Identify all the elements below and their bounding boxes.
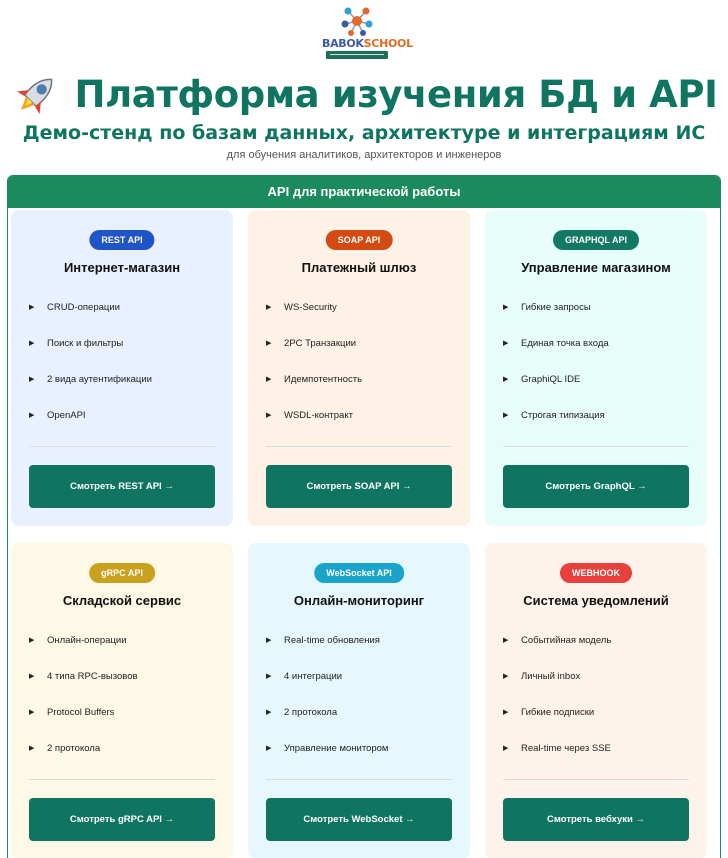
feature-text: OpenAPI	[47, 410, 86, 421]
feature-item	[29, 326, 219, 362]
view-api-button[interactable]: Смотреть gRPC API →	[29, 798, 215, 841]
feature-item	[503, 326, 693, 362]
triangle-bullet-icon: ▶	[266, 637, 272, 644]
logo-wordmark	[322, 37, 413, 50]
triangle-bullet-icon: ▶	[266, 745, 272, 752]
triangle-bullet-icon: ▶	[503, 709, 509, 716]
triangle-bullet-icon: ▶	[29, 637, 35, 644]
feature-item	[266, 290, 456, 326]
molecule-icon	[340, 6, 374, 36]
card-divider	[29, 446, 215, 447]
triangle-bullet-icon: ▶	[503, 412, 509, 419]
page-tagline: для обучения аналитиков, архитекторов и инженеров	[226, 149, 502, 161]
feature-text: Protocol Buffers	[47, 707, 115, 718]
api-card	[11, 543, 233, 858]
feature-list	[29, 290, 219, 434]
rocket-icon	[11, 70, 61, 120]
feature-text: Единая точка входа	[521, 338, 609, 349]
feature-text: Гибкие подписки	[521, 707, 595, 718]
triangle-bullet-icon: ▶	[503, 304, 509, 311]
feature-text: Real-time через SSE	[521, 743, 611, 754]
triangle-bullet-icon: ▶	[503, 637, 509, 644]
api-card-title: Управление магазином	[521, 260, 671, 275]
api-card-title: Платежный шлюз	[301, 260, 417, 275]
triangle-bullet-icon: ▶	[29, 340, 35, 347]
triangle-bullet-icon: ▶	[29, 745, 35, 752]
feature-item	[503, 695, 693, 731]
feature-item	[29, 731, 219, 767]
feature-text: CRUD-операции	[47, 302, 120, 313]
triangle-bullet-icon: ▶	[29, 412, 35, 419]
feature-text: Идемпотентность	[284, 374, 363, 385]
hero	[0, 68, 728, 125]
view-api-button[interactable]: Смотреть SOAP API →	[266, 465, 452, 508]
triangle-bullet-icon: ▶	[266, 304, 272, 311]
triangle-bullet-icon: ▶	[29, 673, 35, 680]
feature-text: 4 интеграции	[284, 671, 343, 682]
api-card	[248, 543, 470, 858]
logo-text-school: SCHOOL	[363, 37, 413, 50]
api-card	[485, 543, 707, 858]
feature-item	[29, 362, 219, 398]
view-api-button[interactable]: Смотреть вебхуки →	[503, 798, 689, 841]
page-subtitle: Демо-стенд по базам данных, архитектуре и интеграциям ИС	[22, 122, 706, 144]
feature-text: 2 вида аутентификации	[47, 374, 152, 385]
view-api-button[interactable]: Смотреть REST API →	[29, 465, 215, 508]
feature-text: GraphiQL IDE	[521, 374, 581, 385]
api-card-title: Онлайн-мониторинг	[293, 593, 425, 608]
feature-text: Гибкие запросы	[521, 302, 591, 313]
feature-item	[266, 326, 456, 362]
api-card-title: Система уведомлений	[523, 593, 669, 608]
feature-item	[503, 659, 693, 695]
feature-item	[266, 623, 456, 659]
feature-text: 2PC Транзакции	[284, 338, 357, 349]
api-type-badge: WebSocket API	[314, 563, 404, 583]
triangle-bullet-icon: ▶	[29, 709, 35, 716]
feature-item	[266, 695, 456, 731]
logo-text-babok: BABOK	[322, 37, 364, 50]
triangle-bullet-icon: ▶	[503, 745, 509, 752]
logo-banner	[326, 51, 388, 59]
feature-item	[503, 362, 693, 398]
feature-list	[29, 623, 219, 767]
api-type-badge: SOAP API	[326, 230, 393, 250]
card-divider	[503, 779, 689, 780]
feature-list	[266, 623, 456, 767]
card-divider	[266, 446, 452, 447]
feature-list	[503, 623, 693, 767]
view-api-button[interactable]: Смотреть GraphQL →	[503, 465, 689, 508]
triangle-bullet-icon: ▶	[503, 340, 509, 347]
feature-item	[29, 290, 219, 326]
triangle-bullet-icon: ▶	[503, 376, 509, 383]
feature-item	[266, 659, 456, 695]
feature-text: Управление монитором	[284, 743, 389, 754]
api-card-title: Интернет-магазин	[63, 260, 181, 275]
api-card	[248, 210, 470, 526]
triangle-bullet-icon: ▶	[29, 304, 35, 311]
api-panel-header: API для практической работы	[8, 176, 720, 208]
api-type-badge: gRPC API	[89, 563, 155, 583]
feature-text: Поиск и фильтры	[47, 338, 124, 349]
api-card-title: Складской сервис	[62, 593, 182, 608]
triangle-bullet-icon: ▶	[266, 376, 272, 383]
feature-item	[503, 398, 693, 434]
api-card	[485, 210, 707, 526]
feature-item	[503, 623, 693, 659]
triangle-bullet-icon: ▶	[266, 340, 272, 347]
api-panel	[7, 175, 721, 858]
triangle-bullet-icon: ▶	[503, 673, 509, 680]
card-divider	[503, 446, 689, 447]
feature-text: Строгая типизация	[521, 410, 605, 421]
page-title	[11, 68, 718, 122]
card-divider	[266, 779, 452, 780]
feature-text: Событийная модель	[521, 635, 612, 646]
feature-item	[266, 398, 456, 434]
feature-item	[503, 731, 693, 767]
api-type-badge: REST API	[89, 230, 154, 250]
api-type-badge: GRAPHQL API	[553, 230, 639, 250]
triangle-bullet-icon: ▶	[266, 412, 272, 419]
feature-item	[266, 731, 456, 767]
feature-text: WS-Security	[284, 302, 337, 313]
babokschool-logo[interactable]	[322, 6, 413, 62]
feature-text: WSDL-контракт	[284, 410, 353, 421]
feature-text: Личный inbox	[521, 671, 581, 682]
feature-text: 2 протокола	[284, 707, 338, 718]
triangle-bullet-icon: ▶	[29, 376, 35, 383]
feature-item	[503, 290, 693, 326]
feature-item	[266, 362, 456, 398]
feature-text: 2 протокола	[47, 743, 101, 754]
feature-item	[29, 659, 219, 695]
feature-list	[266, 290, 456, 434]
feature-text: Онлайн-операции	[47, 635, 127, 646]
api-type-badge: WEBHOOK	[560, 563, 632, 583]
feature-item	[29, 623, 219, 659]
api-card	[11, 210, 233, 526]
feature-text: 4 типа RPC-вызовов	[47, 671, 138, 682]
view-api-button[interactable]: Смотреть WebSocket →	[266, 798, 452, 841]
triangle-bullet-icon: ▶	[266, 709, 272, 716]
feature-text: Real-time обновления	[284, 635, 380, 646]
feature-list	[503, 290, 693, 434]
feature-item	[29, 695, 219, 731]
feature-item	[29, 398, 219, 434]
card-divider	[29, 779, 215, 780]
triangle-bullet-icon: ▶	[266, 673, 272, 680]
page-title-text: Платформа изучения БД и API	[74, 73, 718, 116]
